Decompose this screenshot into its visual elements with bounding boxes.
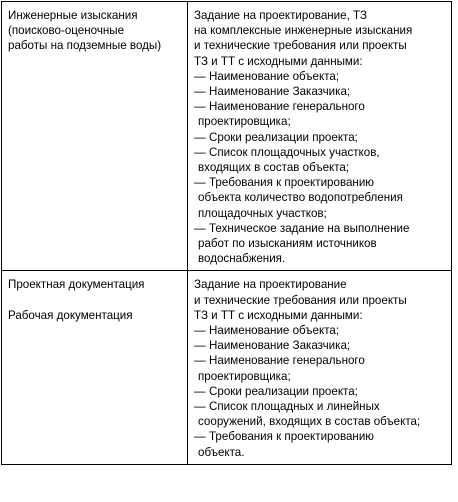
list-item (194, 221, 445, 236)
list-item-continuation: водоснабжения. (198, 252, 286, 266)
work-type-line: работы на подземные воды) (8, 39, 162, 53)
intro-line: ТЗ и ТТ с исходными данными: (194, 308, 363, 322)
list-item-text: Наименование объекта; (209, 69, 340, 83)
intro-line: ТЗ и ТТ с исходными данными: (194, 54, 363, 68)
work-type-line: Проектная документация (8, 278, 145, 292)
list-item (194, 84, 445, 99)
list-item (194, 384, 445, 399)
list-item-text: Наименование Заказчика; (209, 339, 351, 353)
dash-bullet: — (194, 100, 206, 114)
initial-data-cell (188, 271, 452, 464)
list-item-text: Наименование генерального (209, 354, 365, 368)
requirements-table (1, 1, 452, 465)
list-item-text: Техническое задание на выполнение (209, 221, 410, 235)
list-item-continuation: проектировщика; (198, 369, 291, 383)
dash-bullet: — (194, 400, 206, 414)
intro-line: на комплексные инженерные изыскания (194, 24, 413, 38)
list-item (194, 353, 445, 368)
list-item-text: Сроки реализации проекта; (209, 130, 358, 144)
initial-data-cell (188, 2, 452, 271)
intro-line: и технические требования или проекты (194, 39, 407, 53)
list-item (194, 399, 445, 414)
list-item-continuation: входящих в состав объекта; (198, 161, 350, 175)
work-type-line: Инженерные изыскания (8, 9, 138, 22)
list-item-text: Наименование генерального (209, 100, 365, 114)
list-item-continuation: сооружений, входящих в состав объекта; (198, 415, 421, 429)
intro-line: Задание на проектирование, ТЗ (194, 9, 367, 22)
dash-bullet: — (194, 324, 206, 338)
list-item-continuation: объекта. (198, 445, 245, 459)
dash-bullet: — (194, 430, 206, 444)
dash-bullet: — (194, 176, 206, 190)
dash-bullet: — (194, 85, 206, 99)
list-item (194, 130, 445, 145)
list-item-continuation: объекта количество водопотребления (198, 191, 403, 205)
work-type-cell (2, 2, 188, 271)
list-item-text: Требования к проектированию (209, 176, 374, 190)
list-item (194, 338, 445, 353)
list-item (194, 175, 445, 190)
dash-bullet: — (194, 130, 206, 144)
dash-bullet: — (194, 145, 206, 159)
dash-bullet: — (194, 354, 206, 368)
dash-bullet: — (194, 339, 206, 353)
dash-bullet: — (194, 384, 206, 398)
list-item (194, 69, 445, 84)
dash-bullet: — (194, 69, 206, 83)
work-type-line: (поисково-оценочные (8, 24, 125, 38)
list-item-text: Список площадных и линейных (209, 400, 380, 414)
list-item (194, 323, 445, 338)
list-item-text: Требования к проектированию (209, 430, 374, 444)
list-item-continuation: проектировщика; (198, 115, 291, 129)
list-item (194, 99, 445, 114)
intro-line: Задание на проектирование (194, 278, 347, 292)
line-gap (8, 293, 181, 308)
list-item (194, 429, 445, 444)
work-type-line: Рабочая документация (8, 308, 133, 322)
intro-line: и технические требования или проекты (194, 293, 407, 307)
table-row (2, 2, 452, 271)
list-item (194, 145, 445, 160)
work-type-cell (2, 271, 188, 464)
table-row (2, 271, 452, 464)
list-item-text: Наименование объекта; (209, 324, 340, 338)
list-item-text: Список площадочных участков, (209, 145, 380, 159)
list-item-continuation: площадочных участков; (198, 206, 327, 220)
list-item-text: Наименование Заказчика; (209, 85, 351, 99)
list-item-continuation: работ по изысканиям источников (198, 237, 377, 251)
dash-bullet: — (194, 221, 206, 235)
list-item-text: Сроки реализации проекта; (209, 384, 358, 398)
